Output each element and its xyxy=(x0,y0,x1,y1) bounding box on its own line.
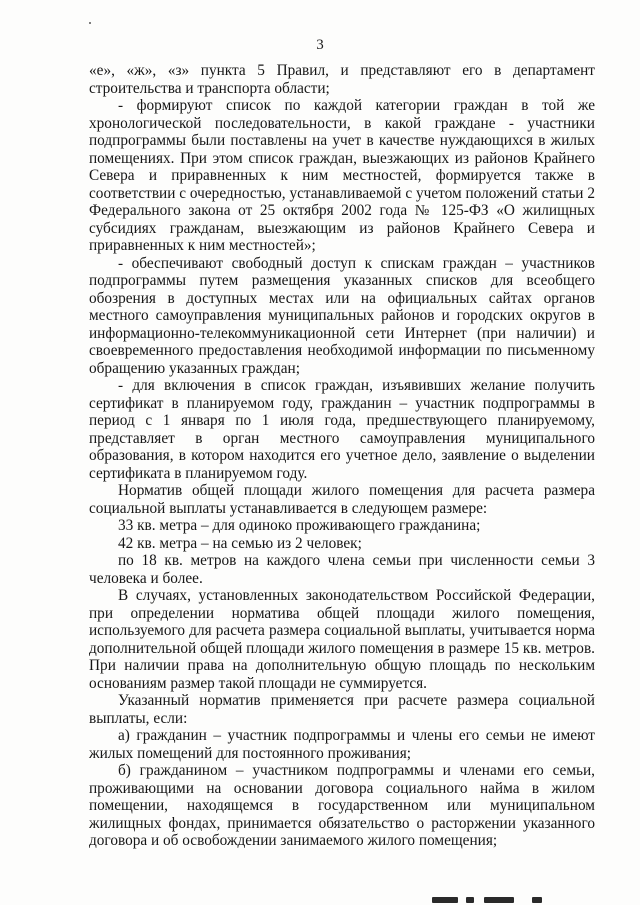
document-body xyxy=(89,62,595,850)
paragraph: - обеспечивают свободный доступ к спискам граждан – участников подпрограммы путем размещения указанных списков для всеобщего обозрения в доступных местах или на официальных сайтах органов местного самоуправления муниципальных районов и городских округов в информационно-телекоммуникационной сети Интернет (при наличии) и своевременного предоставления необходимой информации по письменному обращению указанных граждан; xyxy=(89,254,595,377)
cut-off-footer-marks xyxy=(432,893,552,905)
paragraph: 33 кв. метра – для одиноко проживающего гражданина; xyxy=(118,517,481,534)
paragraph: 42 кв. метра – на семью из 2 человек; xyxy=(118,534,362,552)
paragraph: Указанный норматив применяется при расчете размера социальной выплаты, если: xyxy=(89,692,595,727)
paragraph: б) гражданином – участником подпрограммы и членами его семьи, проживающими на основании договора социального найма в жилом помещении, находящемся в государственном или муниципальном жилищных фондах, принимается обязательство о расторжении указанного договора и об освобождении занимаемого жилого помещения; xyxy=(89,762,595,849)
paragraph: а) гражданин – участник подпрограммы и члены его семьи не имеют жилых помещений для постоянного проживания; xyxy=(89,727,595,762)
paragraph: Норматив общей площади жилого помещения для расчета размера социальной выплаты устанавливается в следующем размере: xyxy=(89,482,595,517)
paragraph: «е», «ж», «з» пункта 5 Правил, и представляют его в департамент строительства и транспорта области; xyxy=(89,62,595,97)
scan-speck xyxy=(89,22,91,24)
paragraph: - формируют список по каждой категории граждан в той же хронологической последовательности, в какой граждане - участники подпрограммы были поставлены на учет в качестве нуждающихся в жилых помещениях. При этом список граждан, выезжающих из районов Крайнего Севера и приравненных к ним местностей, формируется также в соответствии с очередностью, устанавливаемой с учетом положений статьи 2 Федерального закона от 25 октября 2002 года № 125-ФЗ «О жилищных субсидиях гражданам, выезжающим из районов Крайнего Севера и приравненных к ним местностей»; xyxy=(89,97,595,254)
paragraph: по 18 кв. метров на каждого члена семьи при численности семьи 3 человека и более. xyxy=(89,552,595,587)
paragraph: - для включения в список граждан, изъявивших желание получить сертификат в планируемом году, гражданин – участник подпрограммы в период с 1 января по 1 июля года, предшествующего планируемому, представляет в орган местного самоуправления муниципального образования, в котором находится его учетное дело, заявление о выделении сертификата в планируемом году. xyxy=(89,377,595,482)
page-number: 3 xyxy=(316,37,324,53)
paragraph: В случаях, установленных законодательством Российской Федерации, при определении норматива общей площади жилого помещения, используемого для расчета размера социальной выплаты, учитывается норма дополнительной общей площади жилого помещения в размере 15 кв. метров. При наличии права на дополнительную общую площадь по нескольким основаниям размер такой площади не суммируется. xyxy=(89,587,595,692)
